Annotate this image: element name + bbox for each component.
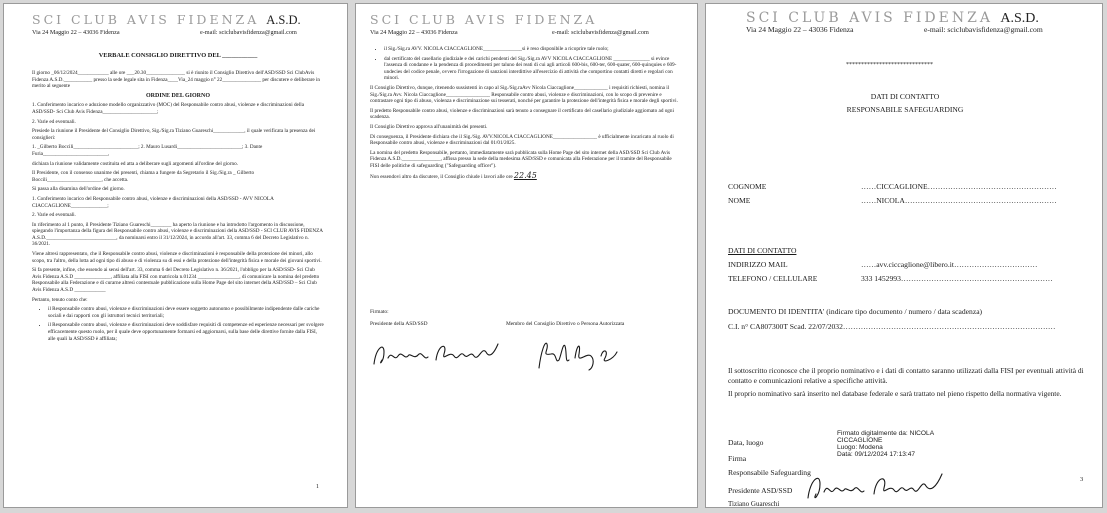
discussion-paragraph: Si passa alla disamina dell'ordine del giorno. xyxy=(32,186,125,193)
secretary-paragraph: Il Presidente, con il consenso unanime dei presenti, chiama a fungere da Segretario il Sig./Sig.ra _ Gilberto Boccili_____________________, che accetta. xyxy=(32,170,255,183)
president-name: Tiziano Guareschi xyxy=(728,500,780,508)
document-page-2 xyxy=(355,3,698,508)
letterhead-address: Via 24 Maggio 22 – 43036 Fidenza xyxy=(32,29,120,36)
name-label: NOME xyxy=(728,196,751,205)
president-signature-label: Presidente della ASD/SSD xyxy=(370,321,428,327)
item-2-title: 2. Varie ed eventuali. xyxy=(32,212,76,219)
paragraph-1: In riferimento al 1 punto, il Presidente Tiziano Guareschi________ ha aperto la riunione e ha introdotto l'argomento in discussione, spiegando l'importanza della figura del Responsabile contro abusi, violenze e discriminazioni della ASD/SSD - SCI CLUB AVIS FIDENZA A.S.D.___________________________, da nominarsi entro il 31/12/2024, in accordo all'art. 33, comma 6 del Decreto Legislativo n. 36/2021. xyxy=(32,221,323,248)
president-signature xyxy=(370,336,505,374)
member-signature xyxy=(531,334,621,374)
closing-paragraph: Non essendovi altro da discutere, il Consiglio chiude i lavori alle ore 22.45 xyxy=(370,170,537,180)
signed-label: Firmato: xyxy=(370,309,389,315)
letterhead-address: Via 24 Maggio 22 – 43036 Fidenza xyxy=(370,29,458,36)
role-label: Responsabile Safeguarding xyxy=(728,468,811,477)
paragraph-1: Il Consiglio Direttivo, dunque, ritenendo sussistenti in capo al Sig./Sig.raAvv Nicola Ciaccaglione_____________ i requisiti richiesti, nomina il Sig./Sig.ra Avv. Nicola Ciaccaglione_________________ Responsabile contro abusi, violenze e discriminazioni, con lo scopo di prevenire e contrastare ogni tipo di abuso, violenza e discriminazione sui tesserati, nonché per garantire la protezione dell'integrità fisica e morale degli sportivi. xyxy=(370,84,678,105)
paragraph-3: Il Consiglio Direttivo approva all'unanimità dei presenti. xyxy=(370,123,488,130)
president-signature xyxy=(802,468,952,508)
paragraph-2: Viene altresì rappresentato, che il Responsabile contro abusi, violenze e discriminazioni è responsabile della protezione dei minori, allo scopo, tra l'altro, della lotta ad ogni tipo di abuso e di violenza su di essi e della protezione dell'integrità fisica e morale dei giovani sportivi. xyxy=(32,251,322,264)
minutes-title: VERBALE CONSIGLIO DIRETTIVO DEL ___________ xyxy=(98,52,258,59)
therefore-paragraph: Pertanto, tenuto conto che: xyxy=(32,296,88,303)
document-page-1 xyxy=(3,3,348,508)
stars-divider: ***************************** xyxy=(846,62,933,68)
letterhead-logo: SCI CLUB AVIS FIDENZA A.S.D. xyxy=(746,10,1039,26)
phone-value: 333 1452993…………………………………………………… xyxy=(861,274,1053,283)
list-item: • il Responsabile contro abusi, violenze e discriminazioni deve essere soggetto autonomo e possibilmente indipendente dalle cariche sociali e dai rapporti con gli istruttori tecnici territoriali; xyxy=(48,306,324,319)
agenda-item-2: 2. Varie ed eventuali. xyxy=(32,118,76,125)
validity-paragraph: dichiara la riunione validamente costituita ed atta a deliberare sugli argomenti all'ordine del giorno. xyxy=(32,160,238,167)
president-label: Presidente ASD/SSD xyxy=(728,486,793,495)
paragraph-5: La nomina del predetto Responsabile, pertanto, immediatamente sarà pubblicata sulla Home Page del sito internet della ASD/SSD Sci Club Avis Fidenza A.S.D._______________, affissa presso la sede della medesima ASD/SSD e comunicata alla Federazione per il tramite del Responsabile FISI delle politiche di safeguarding ("Safeguarding officer"). xyxy=(370,149,672,169)
paragraph-3: Si fa presente, infine, che essendo ai sensi dell'art. 33, comma 6 del Decreto Legislativo n. 36/2021, l'obbligo per la ASD/SSD- Sci Club Avis Fidenza A.S.D ______________, affiliata alla FISI con matricola n.01234 ________________, di comunicare la nomina del predetto Responsabile alla Federazione e di curarne altresì contestuale pubblicazione sulla Home Page del sito internet della ASD/SSD – Sci Club Avis Fidenza A.S.D ____________ xyxy=(32,267,320,294)
form-title: DATI DI CONTATTO xyxy=(870,92,940,101)
agenda-item-1: 1. Conferimento incarico e adozione modello organizzativo (MOC) del Responsabile contro abusi, violenze e discriminazioni della ASD/SSD- Sci Club Avis Fidenza_____________________; xyxy=(32,102,305,115)
conditions-list xyxy=(32,306,324,342)
form-subtitle: RESPONSABILE SAFEGUARDING xyxy=(846,105,964,114)
member-signature-label: Membro del Consiglio Direttivo o Persona Autorizzata xyxy=(506,321,625,327)
mail-value: ……avv.ciccaglione@libero.it…………………………… xyxy=(861,260,1038,269)
page2-body xyxy=(370,46,682,183)
paragraph-4: Di conseguenza, il Presidente dichiara che il Sig./Sig. AVV.NICOLA CIACCAGLIONE_________________ è ufficialmente incaricato al ruolo di Responsabile contro abusi, violenze e discriminazioni dal 01/01/2025. xyxy=(370,133,674,147)
letterhead-email: e-mail: sciclubavisfidenza@gmail.com xyxy=(200,29,297,36)
name-value: ……NICOLA…………………………………………………… xyxy=(861,196,1057,205)
letterhead-asd: A.S.D. xyxy=(1000,11,1039,26)
id-value: C.I. n° CA807300T Scad. 22/07/2032………………………………………………………………………… xyxy=(728,322,1056,331)
list-item: • dal certificato del casellario giudiziale e dei carichi pendenti del Sig./Sig.ra AVV NICOLA CIACCAGLIONE ______________ si evince l'assenza di condanne e la pendenza di procedimenti per taluno dei reati di cui agli articoli 600-bis, 600-ter, 600-quater, 600-quinquies e 609-undecies del codice penale, ovvero l'irrogazione di sanzioni interdittive all'esercizio di attività che comportino contatti diretti e regolari con minori. xyxy=(384,56,682,82)
intro-paragraph: Il giorno _06/12/2024____________ alle ore ___20.30_______________ si è riunito il Consiglio Direttivo dell'ASD/SSD Sci ClubAvis Fidenza A.S.D.___________ presso la sede legale sita in Fidenza____Via_24 maggio n° 22_______________ per discutere e deliberare in merito al seguente xyxy=(32,70,321,90)
consent-paragraph-2: Il proprio nominativo sarà inserito nel database federale e sarà trattato nel pieno rispetto della normativa vigente. xyxy=(728,389,1062,398)
surname-label: COGNOME xyxy=(728,182,767,191)
letterhead-asd: A.S.D. xyxy=(266,13,301,27)
surname-value: ……CICCAGLIONE…………………………………………… xyxy=(861,182,1057,191)
chair-paragraph: Presiede la riunione il Presidente del Consiglio Direttivo, Sig./Sig.ra Tiziano Guareschi____________, il quale verificata la presenza dei consiglieri: xyxy=(32,128,316,141)
phone-label: TELEFONO / CELLULARE xyxy=(728,274,818,283)
page1-body xyxy=(32,70,324,345)
page-number: 3 xyxy=(1080,476,1084,483)
paragraph-2: Il predetto Responsabile contro abusi, violenze e discriminazioni sarà tenuto a consegnare il certificato del casellario giudiziale aggiornato ad ogni scadenza. xyxy=(370,107,674,121)
letterhead-email: e-mail: sciclubavisfidenza@gmail.com xyxy=(552,29,649,36)
closing-time: 22.45 xyxy=(513,170,537,180)
digital-signature-stamp: Firmato digitalmente da: NICOLA CICCAGLIONE Luogo: Modena Data: 09/12/2024 17:13:47 xyxy=(837,430,935,458)
letterhead-logo: SCI CLUB AVIS FIDENZA A.S.D. xyxy=(32,12,301,27)
date-label: Data, luogo xyxy=(728,438,764,447)
letterhead-logo: SCI CLUB AVIS FIDENZA xyxy=(370,12,598,27)
letterhead-email: e-mail: sciclubavisfidenza@gmail.com xyxy=(924,25,1043,34)
consent-paragraph-1: Il sottoscritto riconosce che il proprio nominativo e i dati di contatto saranno utilizzati dalla FISI per eventuali attività di contatto e comunicazioni relative a specifiche attività. xyxy=(728,366,1084,385)
mail-label: INDIRIZZO MAIL xyxy=(728,260,788,269)
list-item: • il Sig./Sig.ra AVV. NICOLA CIACCAGLIONE_______________si è reso disponibile a ricoprire tale ruolo; xyxy=(384,46,682,53)
conditions-list-continued xyxy=(370,46,682,82)
item-1-title: 1. Conferimento incarico del Responsabile contro abusi, violenze e discriminazioni della ASD/SSD - AVV NICOLA CIACCAGLIONE______________; xyxy=(32,195,274,209)
id-label: DOCUMENTO DI IDENTITA' (indicare tipo documento / numero / data scadenza) xyxy=(728,307,983,316)
members-paragraph: 1. _Gilberto Boccili_________________________; 2. Mauro Lusardi_________________________; 3. Dante Furia_________________________, xyxy=(32,144,263,157)
letterhead-address: Via 24 Maggio 22 – 43036 Fidenza xyxy=(746,25,854,34)
contact-heading: DATI DI CONTATTO xyxy=(728,246,797,255)
sign-label: Firma xyxy=(728,454,747,463)
list-item: • il Responsabile contro abusi, violenze e discriminazioni deve soddisfare requisiti di competenze ed esperienze necessari per svolgere efficacemente questo ruolo, per il quale deve opportunamente formarsi ed aggiornarsi, sulla base delle direttive fornite dalla FISI, alle quali la ASD/SSD è affiliata; xyxy=(48,322,324,342)
agenda-title: ORDINE DEL GIORNO xyxy=(145,92,210,99)
document-page-3 xyxy=(705,3,1103,508)
page-number: 1 xyxy=(316,484,319,490)
